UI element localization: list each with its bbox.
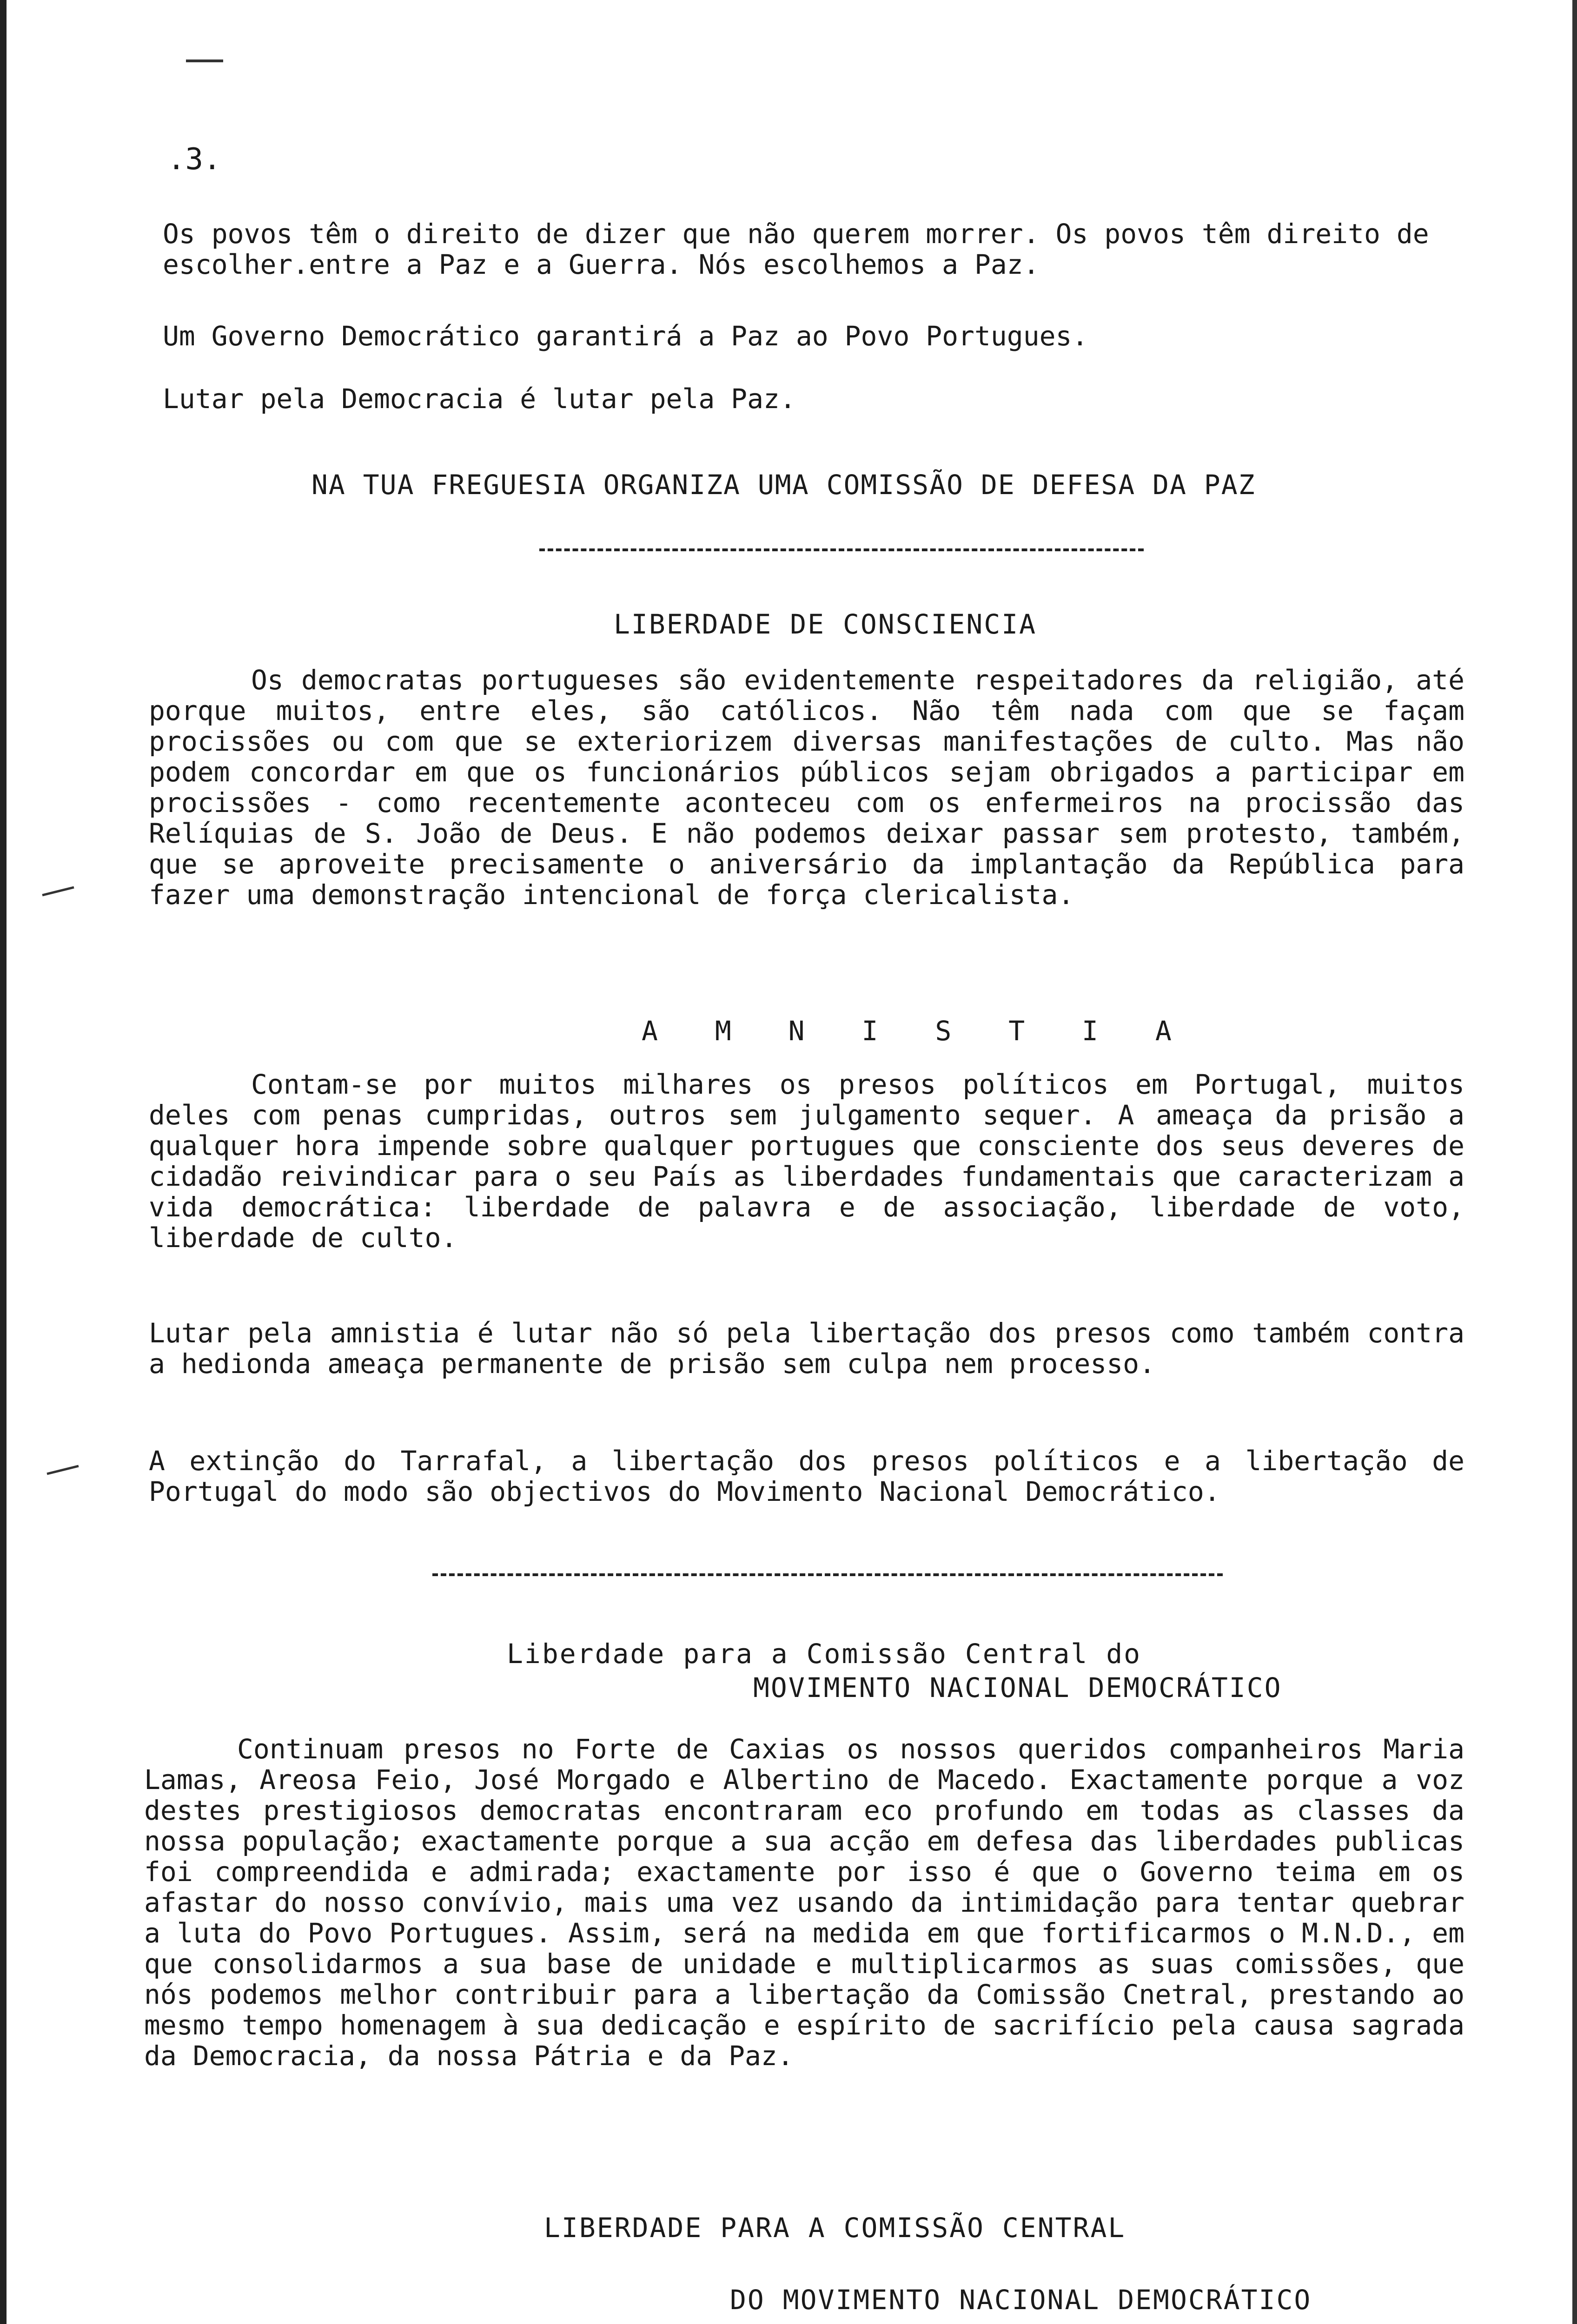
intro-paragraph-government: Um Governo Democrático garantirá a Paz ao Povo Portugues.	[163, 320, 1088, 352]
heading-movimento-nacional: MOVIMENTO NACIONAL DEMOCRÁTICO	[753, 1672, 1282, 1703]
page-left-edge	[0, 0, 7, 2324]
paragraph-tarrafal: A extinção do Tarrafal, a libertação dos presos políticos e a libertação de Portugal do modo são objectivos do Movimento Nacional Democrático.	[149, 1445, 1481, 1507]
slogan-organize-committee: NA TUA FREGUESIA ORGANIZA UMA COMISSÃO DE DEFESA DA PAZ	[311, 469, 1256, 501]
section-divider	[432, 1573, 1223, 1576]
intro-paragraph-peace-right: Os povos têm o direito de dizer que não querem morrer. Os povos têm direito de escolher.entre a Paz e a Guerra. Nós escolhemos a Paz.	[163, 218, 1445, 280]
closing-liberdade-comissao: LIBERDADE PARA A COMISSÃO CENTRAL	[544, 2212, 1126, 2244]
margin-mark	[42, 886, 74, 897]
corner-dash-mark	[186, 59, 223, 62]
heading-liberdade-consciencia: LIBERDADE DE CONSCIENCIA	[614, 608, 1037, 640]
page-right-edge	[1572, 0, 1577, 2324]
closing-movimento-nacional: DO MOVIMENTO NACIONAL DEMOCRÁTICO	[730, 2284, 1312, 2316]
paragraph-presos-caxias: Continuam presos no Forte de Caxias os nossos queridos companheiros Maria Lamas, Areosa Feio, José Morgado e Albertino de Macedo. Exactamente porque a voz destes prestigiosos democratas encontraram eco profundo em todas as classes da nossa população; exactamente porque a sua acção em defesa das liberdades publicas foi compreendida e admirada; exactamente por isso é que o Governo teima em os afastar do nosso convívio, mais uma vez usando da intimidação para tentar quebrar a luta do Povo Portugues. Assim, será na medida em que fortificarmos o M.N.D., em que consolidarmos a sua base de unidade e multiplicarmos as suas comissões, que nós podemos melhor contribuir para a libertação da Comissão Cnetral, prestando ao mesmo tempo homenagem à sua dedicação e espírito de sacrifício pela causa sagrada da Democracia, da nossa Pátria e da Paz.	[144, 1733, 1481, 2072]
paragraph-liberdade-consciencia: Os democratas portugueses são evidentemente respeitadores da religião, até porque muitos, entre eles, são católicos. Não têm nada com que se façam procissões ou com que se exteriorizem diversas manifestações de culto. Mas não podem concordar em que os funcionários públicos sejam obrigados a participar em procissões - como recentemente aconteceu com os enfermeiros na procissão das Relíquias de S. João de Deus. E não podemos deixar passar sem protesto, também, que se aproveite precisamente o aniversário da implantação da República para fazer uma demonstração intencional de força clericalista.	[149, 664, 1481, 911]
margin-mark	[46, 1465, 79, 1475]
paragraph-amnistia-presos: Contam-se por muitos milhares os presos políticos em Portugal, muitos deles com penas cumpridas, outros sem julgamento sequer. A ameaça da prisão a qualquer hora impende sobre qualquer portugues que consciente dos seus deveres de cidadão reivindicar para o seu País as liberdades fundamentais que caracterizam a vida democrática: liberdade de palavra e de associação, liberdade de voto, liberdade de culto.	[149, 1069, 1481, 1254]
paragraph-amnistia-luta: Lutar pela amnistia é lutar não só pela libertação dos presos como também contra a hedionda ameaça permanente de prisão sem culpa nem processo.	[149, 1317, 1481, 1380]
intro-paragraph-democracy: Lutar pela Democracia é lutar pela Paz.	[163, 383, 796, 415]
heading-amnistia: A M N I S T I A	[642, 1015, 1192, 1047]
section-divider	[539, 548, 1144, 551]
heading-liberdade-comissao: Liberdade para a Comissão Central do	[507, 1638, 1142, 1670]
page-number: .3.	[167, 142, 221, 177]
